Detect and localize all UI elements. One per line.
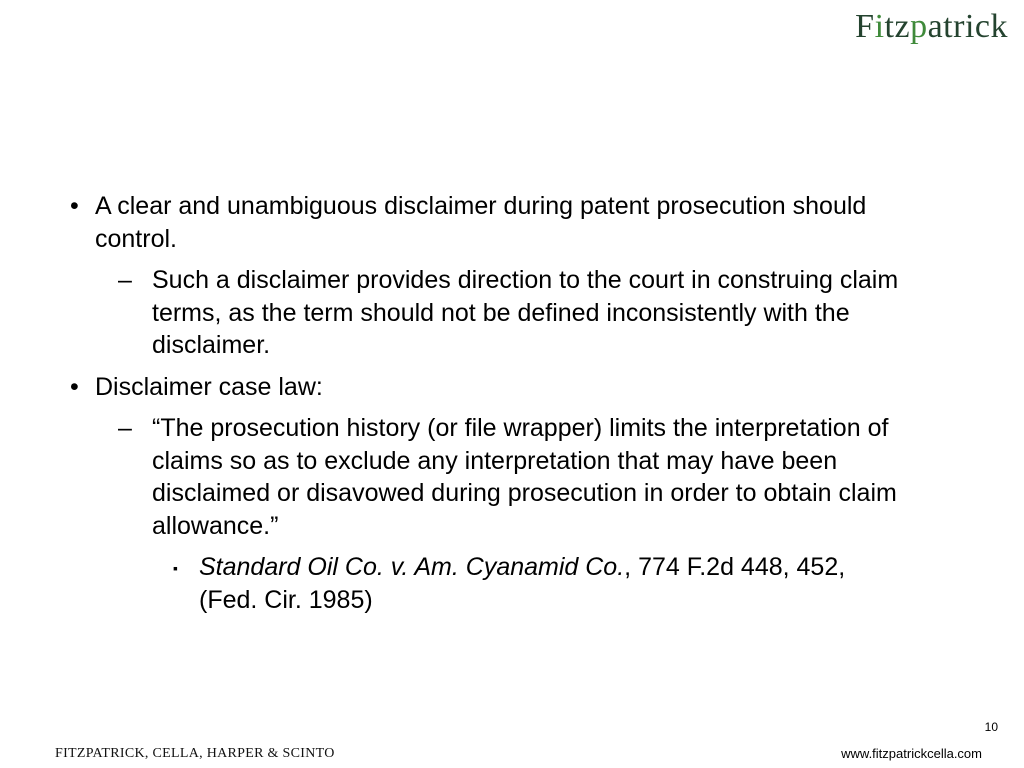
- bullet-marker: •: [70, 192, 79, 220]
- fitzpatrick-logo: Fitzpatrick: [855, 8, 1008, 45]
- dash-marker: –: [118, 266, 132, 294]
- footer-url: www.fitzpatrickcella.com: [841, 746, 982, 761]
- bullet-text: A clear and unambiguous disclaimer during patent prosecution should control.: [95, 192, 867, 253]
- case-name: Standard Oil Co. v. Am. Cyanamid Co.: [199, 553, 625, 581]
- bullet-marker: •: [70, 372, 79, 401]
- footer-firm-name: FITZPATRICK, CELLA, HARPER & SCINTO: [55, 746, 335, 761]
- sub-bullet-item: [70, 264, 900, 362]
- square-bullet-icon: ▪: [173, 560, 178, 576]
- case-citation: , 774 F.2d 448, 452, (Fed. Cir. 1985): [199, 553, 846, 614]
- bullet-item: [70, 371, 900, 404]
- bullet-text: Disclaimer case law:: [95, 372, 323, 401]
- page-number: 10: [984, 720, 998, 734]
- slide-content: [70, 190, 900, 625]
- bullet-item: [70, 190, 900, 255]
- quote-text: “The prosecution history (or file wrapper) limits the interpretation of claims so as to exclude any interpretation that may have been disclaimed or disavowed during prosecution in order to obtain claim allowance.”: [152, 414, 897, 540]
- sub-bullet-item: [70, 412, 900, 542]
- sub-sub-bullet-item: [70, 551, 900, 616]
- sub-bullet-text: Such a disclaimer provides direction to the court in construing claim terms, as the term should not be defined inconsistently with the disclaimer.: [152, 266, 899, 359]
- dash-marker: –: [118, 414, 132, 442]
